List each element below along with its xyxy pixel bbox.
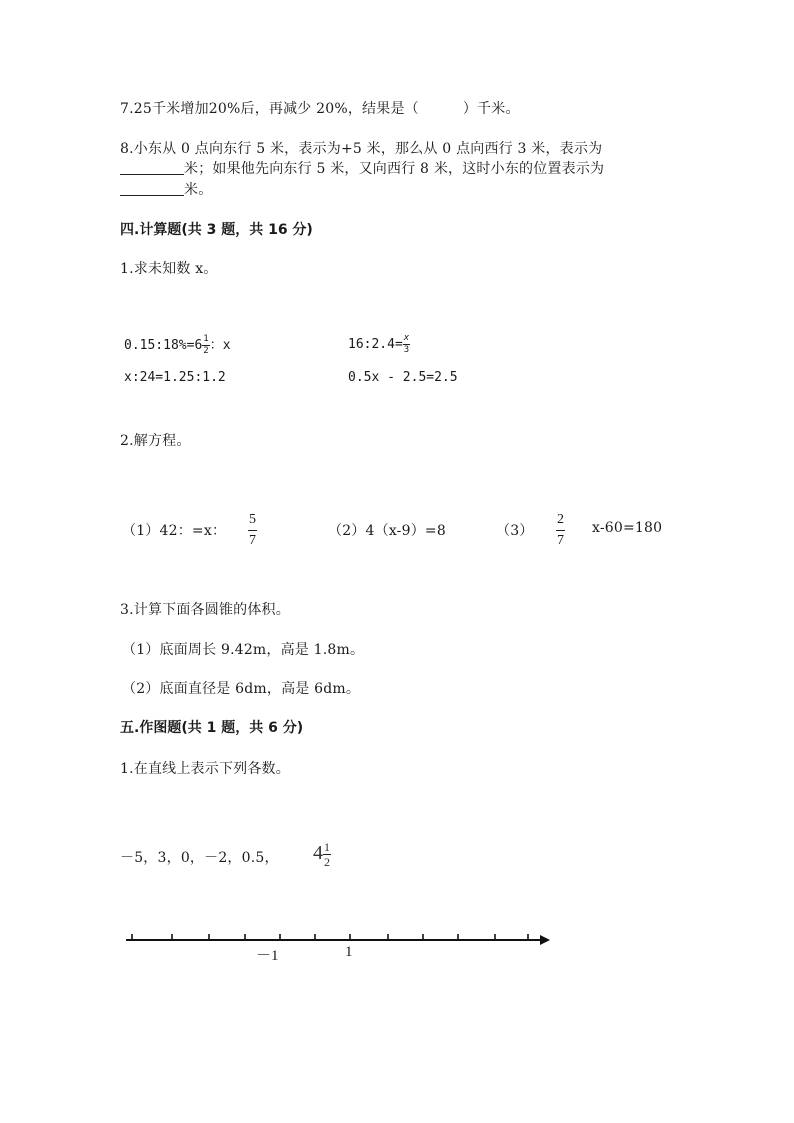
section-5-heading: 五.作图题(共 1 题，共 6 分) xyxy=(120,720,304,736)
equation-2-3-label: （3） xyxy=(496,523,534,539)
fraction xyxy=(323,841,331,868)
problem-1-title: 1.求未知数 x。 xyxy=(120,261,218,277)
axis-label-one: 1 xyxy=(345,944,353,960)
equation-1-right: ：x xyxy=(209,338,231,353)
question-7-suffix: ）千米。 xyxy=(462,101,520,117)
equation-2-2: （2）4（x-9）=8 xyxy=(328,523,446,539)
axis-label-negative-one: －1 xyxy=(256,948,279,964)
numbers-to-plot: －5，3，0，－2，0.5， xyxy=(120,850,279,866)
question-8-line-2 xyxy=(120,158,604,178)
equation-2-1-fraction xyxy=(248,513,257,548)
fraction xyxy=(202,335,209,356)
fraction-denominator: 2 xyxy=(324,855,330,869)
fraction-denominator: 7 xyxy=(249,533,256,548)
equation-3: x:24=1.25:1.2 xyxy=(124,370,226,385)
fraction-numerator: 1 xyxy=(324,840,330,854)
section-4-heading: 四.计算题(共 3 题，共 16 分) xyxy=(120,222,313,238)
answer-blank[interactable] xyxy=(120,160,184,175)
equation-2-3-fraction xyxy=(556,513,565,548)
question-8-line-3-text: 米。 xyxy=(184,182,213,198)
question-8-line-1: 8.小东从 0 点向东行 5 米，表示为+5 米，那么从 0 点向西行 3 米，表示为 xyxy=(120,141,603,157)
equation-2-left: 16:2.4= xyxy=(348,337,403,352)
answer-blank[interactable] xyxy=(120,181,184,196)
equation-4: 0.5x - 2.5=2.5 xyxy=(348,370,458,385)
fraction xyxy=(403,334,410,355)
number-line[interactable] xyxy=(120,928,560,968)
fraction-numerator: 2 xyxy=(556,513,565,531)
mixed-number-whole: 4 xyxy=(313,842,323,865)
equation-2-1-label: （1）42：=x： xyxy=(122,523,227,539)
equation-1 xyxy=(124,334,231,356)
problem-5-1-title: 1.在直线上表示下列各数。 xyxy=(120,761,290,777)
question-8-line-2-text: 米；如果他先向东行 5 米，又向西行 8 米，这时小东的位置表示为 xyxy=(184,161,605,177)
question-8-line-3 xyxy=(120,179,212,199)
question-7 xyxy=(120,98,520,118)
fraction-numerator: 1 xyxy=(203,334,209,344)
problem-3-title: 3.计算下面各圆锥的体积。 xyxy=(120,602,290,618)
question-7-prefix: 7.25千米增加20%后，再减少 20%，结果是（ xyxy=(120,101,419,117)
fraction-denominator: 3 xyxy=(403,345,410,355)
fraction xyxy=(248,513,257,548)
equation-2 xyxy=(348,334,410,355)
fraction-denominator: 7 xyxy=(557,533,564,548)
problem-3-item-2: （2）底面直径是 6dm，高是 6dm。 xyxy=(122,681,361,697)
fraction-numerator: 5 xyxy=(248,513,257,531)
problem-3-item-1: （1）底面周长 9.42m，高是 1.8m。 xyxy=(122,642,365,658)
equation-2-3-rest: x-60=180 xyxy=(592,520,663,536)
arrow-head-icon xyxy=(540,935,550,945)
fraction-numerator: x xyxy=(403,333,410,343)
mixed-number xyxy=(313,841,331,868)
problem-2-title: 2.解方程。 xyxy=(120,433,191,449)
fraction xyxy=(556,513,565,548)
equation-1-left: 0.15:18%=6 xyxy=(124,338,203,353)
fraction-denominator: 2 xyxy=(203,346,209,356)
